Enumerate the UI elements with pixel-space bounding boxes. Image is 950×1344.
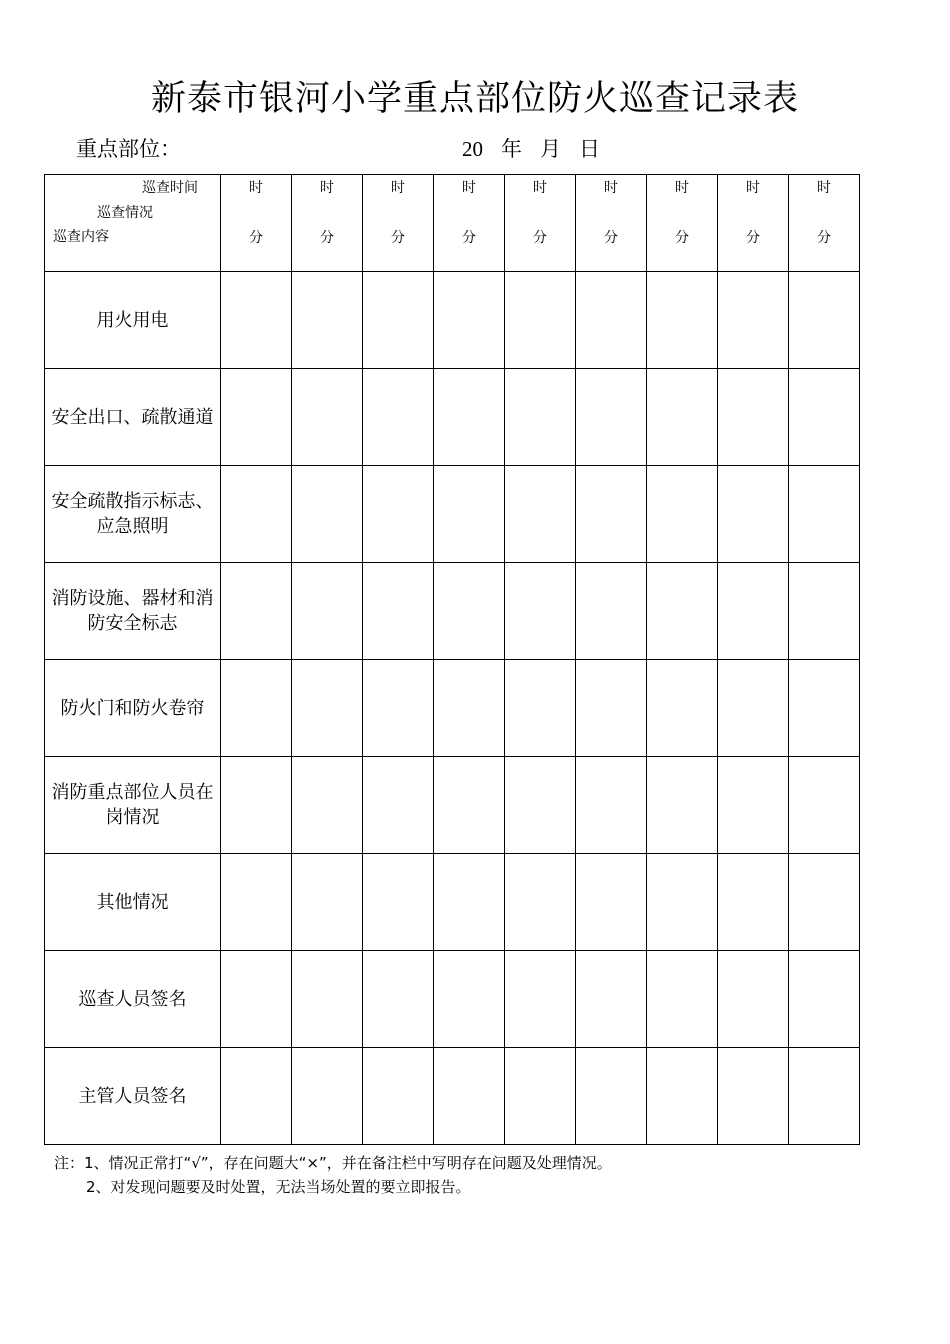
- record-cell: [718, 951, 789, 1048]
- record-cell: [576, 660, 647, 757]
- record-cell: [363, 466, 434, 563]
- hour-label: 时: [320, 180, 334, 196]
- minute-label: 分: [604, 230, 618, 246]
- record-cell: [647, 951, 718, 1048]
- record-cell: [505, 466, 576, 563]
- hour-label: 时: [462, 180, 476, 196]
- record-cell: [505, 369, 576, 466]
- time-column-header: [789, 175, 860, 272]
- record-cell: [647, 369, 718, 466]
- record-cell: [221, 1048, 292, 1145]
- record-cell: [789, 466, 860, 563]
- record-cell: [576, 854, 647, 951]
- record-cell: [292, 369, 363, 466]
- record-cell: [647, 854, 718, 951]
- minute-label: 分: [675, 230, 689, 246]
- record-cell: [292, 757, 363, 854]
- inspection-item-label: 巡查人员签名: [45, 951, 221, 1048]
- record-cell: [434, 1048, 505, 1145]
- record-cell: [647, 466, 718, 563]
- record-cell: [221, 272, 292, 369]
- location-label: 重点部位：: [76, 137, 181, 161]
- record-cell: [363, 369, 434, 466]
- record-cell: [292, 1048, 363, 1145]
- record-cell: [576, 1048, 647, 1145]
- record-cell: [363, 1048, 434, 1145]
- record-cell: [718, 563, 789, 660]
- header-corner-cell: [45, 175, 221, 272]
- record-cell: [292, 660, 363, 757]
- table-row: [45, 1048, 860, 1145]
- record-cell: [718, 466, 789, 563]
- time-column-header: [718, 175, 789, 272]
- record-cell: [434, 563, 505, 660]
- record-cell: [434, 660, 505, 757]
- hour-label: 时: [675, 180, 689, 196]
- table-row: [45, 466, 860, 563]
- record-cell: [363, 272, 434, 369]
- record-cell: [363, 951, 434, 1048]
- hour-label: 时: [391, 180, 405, 196]
- hour-label: 时: [249, 180, 263, 196]
- record-cell: [647, 1048, 718, 1145]
- record-cell: [363, 563, 434, 660]
- hour-label: 时: [817, 180, 831, 196]
- hour-label: 时: [746, 180, 760, 196]
- record-cell: [221, 757, 292, 854]
- record-cell: [576, 951, 647, 1048]
- record-cell: [576, 563, 647, 660]
- record-cell: [718, 757, 789, 854]
- record-cell: [647, 660, 718, 757]
- record-cell: [221, 369, 292, 466]
- minute-label: 分: [249, 230, 263, 246]
- time-column-header: [363, 175, 434, 272]
- record-cell: [221, 854, 292, 951]
- table-row: [45, 272, 860, 369]
- date-line: [462, 134, 618, 164]
- hour-label: 时: [604, 180, 618, 196]
- record-cell: [292, 951, 363, 1048]
- date-year-label: 年: [501, 137, 522, 161]
- record-cell: [647, 563, 718, 660]
- minute-label: 分: [533, 230, 547, 246]
- record-cell: [718, 1048, 789, 1145]
- record-cell: [789, 757, 860, 854]
- date-year-prefix: 20: [462, 137, 483, 161]
- hour-label: 时: [533, 180, 547, 196]
- record-cell: [292, 272, 363, 369]
- table-row: [45, 563, 860, 660]
- inspection-item-label: 消防设施、器材和消防安全标志: [45, 563, 221, 660]
- record-cell: [434, 854, 505, 951]
- note-line-2: 2、对发现问题要及时处置，无法当场处置的要立即报告。: [86, 1178, 471, 1196]
- time-column-header: [505, 175, 576, 272]
- date-day-label: 日: [579, 137, 600, 161]
- record-cell: [576, 272, 647, 369]
- record-cell: [505, 660, 576, 757]
- record-cell: [505, 563, 576, 660]
- corner-status-label: 巡查情况: [97, 205, 153, 221]
- time-column-header: [292, 175, 363, 272]
- record-cell: [505, 272, 576, 369]
- record-cell: [434, 757, 505, 854]
- record-cell: [221, 951, 292, 1048]
- minute-label: 分: [462, 230, 476, 246]
- record-cell: [647, 757, 718, 854]
- record-cell: [221, 466, 292, 563]
- corner-content-label: 巡查内容: [53, 229, 109, 245]
- record-cell: [505, 854, 576, 951]
- note-line-1: 注：1、情况正常打“√”，存在问题大“×”，并在备注栏中写明存在问题及处理情况。: [54, 1154, 612, 1172]
- table-row: [45, 660, 860, 757]
- time-column-header: [434, 175, 505, 272]
- table-header-row: [45, 175, 860, 272]
- record-cell: [789, 1048, 860, 1145]
- table-row: [45, 951, 860, 1048]
- record-cell: [363, 660, 434, 757]
- record-cell: [789, 272, 860, 369]
- record-cell: [576, 369, 647, 466]
- patrol-record-table: [44, 174, 860, 1145]
- inspection-item-label: 防火门和防火卷帘: [45, 660, 221, 757]
- record-cell: [434, 466, 505, 563]
- record-cell: [434, 272, 505, 369]
- inspection-item-label: 用火用电: [45, 272, 221, 369]
- minute-label: 分: [746, 230, 760, 246]
- table-row: [45, 854, 860, 951]
- record-cell: [505, 951, 576, 1048]
- record-cell: [576, 466, 647, 563]
- record-cell: [292, 854, 363, 951]
- record-cell: [718, 660, 789, 757]
- page-title: 新泰市银河小学重点部位防火巡查记录表: [150, 79, 799, 119]
- record-cell: [718, 272, 789, 369]
- record-cell: [505, 757, 576, 854]
- table-row: [45, 369, 860, 466]
- record-cell: [789, 369, 860, 466]
- record-cell: [221, 660, 292, 757]
- record-cell: [576, 757, 647, 854]
- record-cell: [363, 757, 434, 854]
- corner-time-label: 巡查时间: [142, 180, 198, 196]
- minute-label: 分: [817, 230, 831, 246]
- record-cell: [434, 369, 505, 466]
- time-column-header: [576, 175, 647, 272]
- inspection-item-label: 安全疏散指示标志、应急照明: [45, 466, 221, 563]
- record-cell: [292, 466, 363, 563]
- record-cell: [789, 660, 860, 757]
- time-column-header: [647, 175, 718, 272]
- record-cell: [718, 369, 789, 466]
- record-cell: [363, 854, 434, 951]
- minute-label: 分: [320, 230, 334, 246]
- minute-label: 分: [391, 230, 405, 246]
- date-month-label: 月: [540, 137, 561, 161]
- inspection-item-label: 其他情况: [45, 854, 221, 951]
- notes: [54, 1151, 612, 1199]
- record-cell: [505, 1048, 576, 1145]
- table-row: [45, 757, 860, 854]
- record-cell: [718, 854, 789, 951]
- record-cell: [789, 563, 860, 660]
- record-cell: [789, 854, 860, 951]
- record-cell: [292, 563, 363, 660]
- record-cell: [789, 951, 860, 1048]
- record-cell: [434, 951, 505, 1048]
- record-cell: [647, 272, 718, 369]
- inspection-item-label: 主管人员签名: [45, 1048, 221, 1145]
- time-column-header: [221, 175, 292, 272]
- inspection-item-label: 消防重点部位人员在岗情况: [45, 757, 221, 854]
- inspection-item-label: 安全出口、疏散通道: [45, 369, 221, 466]
- record-cell: [221, 563, 292, 660]
